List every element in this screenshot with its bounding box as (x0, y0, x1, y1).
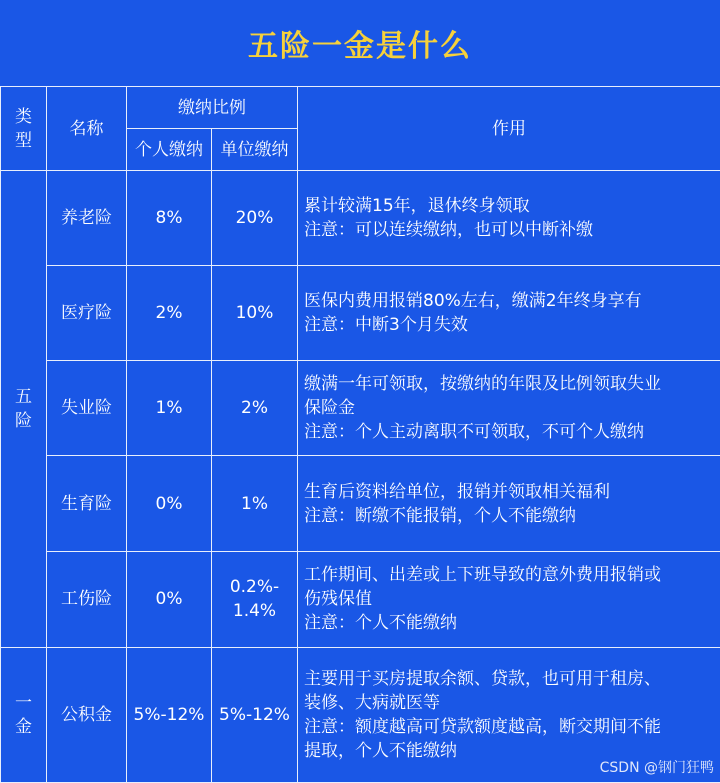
company-rate-line: 1.4% (232, 601, 277, 622)
effect-line: 保险金 (304, 398, 355, 419)
effect-description (298, 171, 720, 266)
watermark: CSDN @钢门狂鸭 (599, 760, 714, 776)
effect-description (298, 456, 720, 551)
company-rate (212, 551, 298, 647)
effect-line: 注意：个人主动离职不可领取，不可个人缴纳 (304, 422, 644, 443)
effect-line: 注意：个人不能缴纳 (304, 613, 457, 634)
header-name: 名称 (47, 87, 127, 171)
effect-line: 生育后资料给单位，报销并领取相关福利 (304, 481, 610, 502)
type-cell (1, 647, 47, 782)
type-char: 金 (15, 716, 32, 737)
personal-rate-line: 5%-12% (133, 704, 205, 725)
company-rate (212, 456, 298, 551)
personal-rate-line: 8% (155, 208, 183, 229)
header-ratio: 缴纳比例 (127, 87, 298, 129)
header-type-char: 类 (15, 106, 32, 127)
insurance-name: 生育险 (47, 456, 127, 551)
type-char: 一 (15, 692, 32, 713)
table-row (1, 266, 720, 361)
personal-rate-line: 1% (155, 398, 183, 419)
effect-line: 装修、大病就医等 (304, 692, 440, 713)
effect-line: 注意：额度越高可贷款额度越高，断交期间不能 (304, 716, 661, 737)
company-rate-line: 10% (235, 303, 274, 324)
header-row-1 (1, 87, 720, 129)
personal-rate (127, 551, 212, 647)
effect-line: 医保内费用报销80%左右，缴满2年终身享有 (304, 291, 642, 312)
effect-description (298, 551, 720, 647)
company-rate-line: 20% (235, 208, 274, 229)
header-company: 单位缴纳 (212, 129, 298, 171)
company-rate (212, 171, 298, 266)
table-row (1, 456, 720, 551)
effect-line: 工作期间、出差或上下班导致的意外费用报销或 (304, 565, 661, 586)
insurance-table (0, 86, 720, 783)
header-personal: 个人缴纳 (127, 129, 212, 171)
effect-line: 提取，个人不能缴纳 (304, 740, 457, 761)
type-char: 险 (15, 410, 32, 431)
effect-line: 注意：断缴不能报销，个人不能缴纳 (304, 505, 576, 526)
company-rate (212, 361, 298, 456)
insurance-name: 养老险 (47, 171, 127, 266)
header-type (1, 87, 47, 171)
personal-rate (127, 456, 212, 551)
type-cell (1, 171, 47, 648)
table-row (1, 551, 720, 647)
insurance-name: 公积金 (47, 647, 127, 782)
insurance-name: 工伤险 (47, 551, 127, 647)
company-rate (212, 266, 298, 361)
header-type-char: 型 (15, 130, 32, 151)
personal-rate-line: 2% (155, 303, 183, 324)
personal-rate-line: 0% (155, 493, 183, 514)
insurance-name: 失业险 (47, 361, 127, 456)
company-rate (212, 647, 298, 782)
table-row (1, 361, 720, 456)
personal-rate (127, 171, 212, 266)
effect-description (298, 361, 720, 456)
personal-rate-line: 0% (155, 589, 183, 610)
personal-rate (127, 361, 212, 456)
effect-line: 缴满一年可领取，按缴纳的年限及比例领取失业 (304, 374, 661, 395)
page-title: 五险一金是什么 (248, 29, 472, 64)
personal-rate (127, 266, 212, 361)
personal-rate (127, 647, 212, 782)
table-row (1, 171, 720, 266)
type-char: 五 (15, 386, 32, 407)
table-body (1, 171, 720, 783)
header-effect: 作用 (298, 87, 720, 171)
effect-line: 主要用于买房提取余额、贷款，也可用于租房、 (304, 668, 661, 689)
effect-description (298, 266, 720, 361)
insurance-name: 医疗险 (47, 266, 127, 361)
effect-line: 累计较满15年，退休终身领取 (304, 196, 530, 217)
company-rate-line: 1% (241, 493, 268, 514)
effect-line: 伤残保值 (304, 589, 372, 610)
company-rate-line: 2% (241, 398, 268, 419)
company-rate-line: 5%-12% (219, 704, 290, 725)
effect-line: 注意：中断3个月失效 (304, 315, 468, 336)
effect-line: 注意：可以连续缴纳，也可以中断补缴 (304, 220, 593, 241)
company-rate-line: 0.2%- (229, 577, 280, 598)
